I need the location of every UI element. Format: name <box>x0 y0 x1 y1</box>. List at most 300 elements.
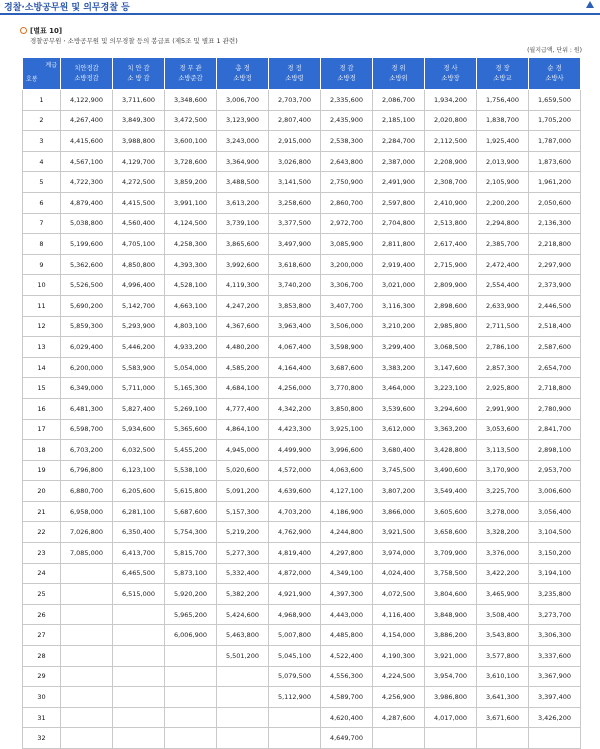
salary-cell <box>61 707 113 728</box>
step-cell: 27 <box>23 625 61 646</box>
table-row <box>23 337 581 358</box>
salary-cell: 3,745,500 <box>373 460 425 481</box>
salary-cell: 5,859,300 <box>61 316 113 337</box>
salary-cell: 3,428,800 <box>425 440 477 461</box>
step-cell: 26 <box>23 604 61 625</box>
salary-cell: 3,147,600 <box>425 357 477 378</box>
salary-cell: 4,443,000 <box>321 604 373 625</box>
salary-cell: 3,235,800 <box>529 584 581 605</box>
salary-cell: 3,728,600 <box>165 151 217 172</box>
salary-cell: 3,068,500 <box>425 337 477 358</box>
salary-cell: 3,348,600 <box>165 90 217 111</box>
salary-cell: 5,463,800 <box>217 625 269 646</box>
table-row <box>23 151 581 172</box>
salary-cell: 2,112,500 <box>425 131 477 152</box>
salary-cell: 5,920,200 <box>165 584 217 605</box>
salary-cell: 2,297,900 <box>529 254 581 275</box>
salary-cell <box>165 728 217 749</box>
salary-cell: 3,921,500 <box>373 522 425 543</box>
salary-cell <box>217 666 269 687</box>
table-row <box>23 543 581 564</box>
salary-cell: 3,612,000 <box>373 419 425 440</box>
salary-cell: 6,349,000 <box>61 378 113 399</box>
salary-cell <box>269 728 321 749</box>
salary-cell: 4,244,800 <box>321 522 373 543</box>
step-cell: 24 <box>23 563 61 584</box>
column-header <box>269 58 321 90</box>
salary-cell: 3,294,600 <box>425 398 477 419</box>
salary-cell: 1,756,400 <box>477 90 529 111</box>
salary-cell: 3,278,000 <box>477 501 529 522</box>
salary-cell: 5,538,100 <box>165 460 217 481</box>
salary-cell: 4,297,800 <box>321 543 373 564</box>
salary-cell: 2,617,400 <box>425 234 477 255</box>
salary-cell: 3,407,700 <box>321 295 373 316</box>
salary-cell: 4,349,100 <box>321 563 373 584</box>
page-title: 경찰·소방공무원 및 의무경찰 등 <box>4 3 130 13</box>
salary-cell: 3,328,200 <box>477 522 529 543</box>
salary-cell: 3,658,600 <box>425 522 477 543</box>
salary-cell: 3,464,000 <box>373 378 425 399</box>
salary-cell: 4,247,200 <box>217 295 269 316</box>
salary-cell: 3,687,600 <box>321 357 373 378</box>
salary-cell: 4,480,200 <box>217 337 269 358</box>
salary-cell: 4,367,600 <box>217 316 269 337</box>
salary-cell: 4,256,900 <box>373 687 425 708</box>
table-row <box>23 398 581 419</box>
salary-cell: 3,383,200 <box>373 357 425 378</box>
salary-cell: 3,543,800 <box>477 625 529 646</box>
salary-cell: 3,490,600 <box>425 460 477 481</box>
column-header <box>165 58 217 90</box>
salary-cell: 4,684,100 <box>217 378 269 399</box>
step-cell: 1 <box>23 90 61 111</box>
salary-cell: 3,848,900 <box>425 604 477 625</box>
table-row <box>23 666 581 687</box>
salary-cell: 3,739,100 <box>217 213 269 234</box>
step-cell: 11 <box>23 295 61 316</box>
salary-cell: 2,446,500 <box>529 295 581 316</box>
salary-cell: 3,711,600 <box>113 90 165 111</box>
salary-cell <box>61 646 113 667</box>
salary-cell: 3,605,600 <box>425 501 477 522</box>
salary-cell: 5,365,600 <box>165 419 217 440</box>
step-cell: 32 <box>23 728 61 749</box>
salary-cell: 2,991,900 <box>477 398 529 419</box>
salary-cell: 5,526,500 <box>61 275 113 296</box>
table-row <box>23 563 581 584</box>
step-cell: 4 <box>23 151 61 172</box>
salary-cell: 4,190,300 <box>373 646 425 667</box>
salary-cell: 4,122,900 <box>61 90 113 111</box>
column-header <box>529 58 581 90</box>
table-row <box>23 584 581 605</box>
salary-cell: 4,722,300 <box>61 172 113 193</box>
corner-cell <box>23 58 61 90</box>
step-cell: 9 <box>23 254 61 275</box>
column-header-rank: 경 위 <box>391 64 406 72</box>
salary-cell: 4,154,000 <box>373 625 425 646</box>
salary-cell: 2,335,600 <box>321 90 373 111</box>
salary-cell: 2,704,800 <box>373 213 425 234</box>
step-cell: 8 <box>23 234 61 255</box>
salary-cell: 6,413,700 <box>113 543 165 564</box>
salary-cell: 2,013,900 <box>477 151 529 172</box>
salary-cell: 2,385,700 <box>477 234 529 255</box>
salary-cell: 2,925,800 <box>477 378 529 399</box>
salary-cell: 3,367,900 <box>529 666 581 687</box>
salary-cell <box>217 687 269 708</box>
salary-cell: 4,762,900 <box>269 522 321 543</box>
salary-cell: 3,680,400 <box>373 440 425 461</box>
salary-cell: 4,620,400 <box>321 707 373 728</box>
column-header-fire-rank: 소방정 <box>233 74 252 82</box>
salary-cell: 4,968,900 <box>269 604 321 625</box>
salary-cell: 2,294,800 <box>477 213 529 234</box>
table-row <box>23 254 581 275</box>
salary-cell <box>217 728 269 749</box>
salary-cell: 3,194,100 <box>529 563 581 584</box>
salary-cell <box>477 728 529 749</box>
table-row <box>23 131 581 152</box>
salary-cell: 6,205,600 <box>113 481 165 502</box>
salary-cell: 5,934,600 <box>113 419 165 440</box>
table-row <box>23 90 581 111</box>
salary-cell <box>113 707 165 728</box>
salary-cell: 3,123,900 <box>217 110 269 131</box>
column-header-fire-rank: 소방장 <box>441 74 460 82</box>
salary-cell: 4,528,100 <box>165 275 217 296</box>
salary-cell: 3,770,800 <box>321 378 373 399</box>
salary-cell: 4,777,400 <box>217 398 269 419</box>
salary-cell: 5,277,300 <box>217 543 269 564</box>
salary-cell: 3,963,400 <box>269 316 321 337</box>
column-header-fire-rank: 소방사 <box>545 74 564 82</box>
step-cell: 14 <box>23 357 61 378</box>
step-cell: 10 <box>23 275 61 296</box>
salary-cell: 3,988,800 <box>113 131 165 152</box>
salary-cell: 4,119,300 <box>217 275 269 296</box>
salary-cell: 4,819,400 <box>269 543 321 564</box>
salary-cell: 3,600,100 <box>165 131 217 152</box>
salary-cell: 5,873,100 <box>165 563 217 584</box>
salary-cell: 4,705,100 <box>113 234 165 255</box>
step-cell: 30 <box>23 687 61 708</box>
salary-cell: 4,127,100 <box>321 481 373 502</box>
salary-cell: 5,157,300 <box>217 501 269 522</box>
salary-cell: 6,880,700 <box>61 481 113 502</box>
salary-cell: 2,538,300 <box>321 131 373 152</box>
salary-cell: 2,387,000 <box>373 151 425 172</box>
step-cell: 13 <box>23 337 61 358</box>
column-header-fire-rank: 소방위 <box>389 74 408 82</box>
salary-cell: 3,150,200 <box>529 543 581 564</box>
salary-cell: 3,377,500 <box>269 213 321 234</box>
salary-cell: 2,915,000 <box>269 131 321 152</box>
salary-cell: 4,589,700 <box>321 687 373 708</box>
salary-cell: 2,807,400 <box>269 110 321 131</box>
step-cell: 5 <box>23 172 61 193</box>
salary-cell: 3,006,700 <box>217 90 269 111</box>
salary-cell: 3,141,500 <box>269 172 321 193</box>
table-row <box>23 275 581 296</box>
salary-cell: 4,267,400 <box>61 110 113 131</box>
salary-cell: 3,991,100 <box>165 192 217 213</box>
table-body <box>23 90 581 749</box>
salary-cell: 5,165,300 <box>165 378 217 399</box>
salary-cell: 3,426,200 <box>529 707 581 728</box>
salary-cell: 3,992,600 <box>217 254 269 275</box>
salary-cell: 5,827,400 <box>113 398 165 419</box>
salary-cell: 4,921,900 <box>269 584 321 605</box>
salary-cell: 2,953,700 <box>529 460 581 481</box>
salary-cell: 4,397,300 <box>321 584 373 605</box>
salary-cell: 2,786,100 <box>477 337 529 358</box>
salary-cell: 2,086,700 <box>373 90 425 111</box>
table-row <box>23 625 581 646</box>
table-row <box>23 419 581 440</box>
salary-cell: 3,299,400 <box>373 337 425 358</box>
salary-cell: 2,435,900 <box>321 110 373 131</box>
column-header-rank: 순 경 <box>547 64 562 72</box>
salary-cell: 4,067,400 <box>269 337 321 358</box>
salary-cell: 4,560,400 <box>113 213 165 234</box>
salary-cell: 2,513,800 <box>425 213 477 234</box>
salary-cell: 6,350,400 <box>113 522 165 543</box>
salary-cell: 6,465,500 <box>113 563 165 584</box>
salary-cell: 6,796,800 <box>61 460 113 481</box>
salary-cell <box>113 687 165 708</box>
salary-cell: 4,224,500 <box>373 666 425 687</box>
salary-cell: 4,415,500 <box>113 192 165 213</box>
column-header-fire-rank: 소방령 <box>285 74 304 82</box>
salary-cell: 3,618,600 <box>269 254 321 275</box>
salary-cell: 4,872,000 <box>269 563 321 584</box>
salary-cell: 3,866,000 <box>373 501 425 522</box>
salary-cell: 5,045,100 <box>269 646 321 667</box>
salary-cell <box>61 687 113 708</box>
salary-cell: 3,210,200 <box>373 316 425 337</box>
salary-cell: 3,337,600 <box>529 646 581 667</box>
column-header <box>425 58 477 90</box>
salary-cell: 3,170,900 <box>477 460 529 481</box>
step-cell: 18 <box>23 440 61 461</box>
salary-cell: 3,709,900 <box>425 543 477 564</box>
salary-cell <box>269 707 321 728</box>
salary-cell: 3,865,600 <box>217 234 269 255</box>
step-cell: 21 <box>23 501 61 522</box>
salary-cell: 4,116,400 <box>373 604 425 625</box>
salary-cell: 2,554,400 <box>477 275 529 296</box>
salary-cell: 3,306,300 <box>529 625 581 646</box>
table-header-row <box>23 58 581 90</box>
salary-cell: 2,518,400 <box>529 316 581 337</box>
salary-cell: 4,499,900 <box>269 440 321 461</box>
salary-cell: 5,112,900 <box>269 687 321 708</box>
salary-cell: 3,986,800 <box>425 687 477 708</box>
salary-cell: 4,703,200 <box>269 501 321 522</box>
salary-cell: 5,501,200 <box>217 646 269 667</box>
salary-cell: 5,583,900 <box>113 357 165 378</box>
column-header-rank: 경 무 관 <box>179 64 202 72</box>
salary-cell: 1,925,400 <box>477 131 529 152</box>
section-subtitle: 경찰공무원ㆍ소방공무원 및 의무경찰 등의 봉급표 (제5조 및 별표 1 관련) <box>30 37 238 45</box>
salary-cell: 5,038,800 <box>61 213 113 234</box>
column-header-fire-rank: 소방경 <box>337 74 356 82</box>
step-cell: 28 <box>23 646 61 667</box>
salary-cell: 5,091,200 <box>217 481 269 502</box>
salary-cell: 5,382,200 <box>217 584 269 605</box>
table-row <box>23 234 581 255</box>
salary-cell <box>425 728 477 749</box>
salary-cell: 3,397,400 <box>529 687 581 708</box>
step-cell: 6 <box>23 192 61 213</box>
salary-cell: 3,921,000 <box>425 646 477 667</box>
salary-cell: 3,506,000 <box>321 316 373 337</box>
salary-cell: 3,200,000 <box>321 254 373 275</box>
table-row <box>23 522 581 543</box>
salary-cell: 3,225,700 <box>477 481 529 502</box>
salary-cell: 6,006,900 <box>165 625 217 646</box>
column-header <box>321 58 373 90</box>
column-header-rank: 경 정 <box>287 64 302 72</box>
column-header-rank: 경 감 <box>339 64 354 72</box>
salary-cell: 6,703,200 <box>61 440 113 461</box>
salary-cell <box>113 728 165 749</box>
salary-cell: 5,815,700 <box>165 543 217 564</box>
column-header-rank: 경 사 <box>443 64 458 72</box>
salary-cell: 2,780,900 <box>529 398 581 419</box>
salary-cell: 2,373,900 <box>529 275 581 296</box>
salary-cell: 2,857,300 <box>477 357 529 378</box>
salary-cell: 3,549,400 <box>425 481 477 502</box>
salary-cell: 4,933,200 <box>165 337 217 358</box>
salary-cell: 5,615,800 <box>165 481 217 502</box>
salary-cell: 4,017,000 <box>425 707 477 728</box>
step-cell: 3 <box>23 131 61 152</box>
salary-cell: 3,488,500 <box>217 172 269 193</box>
salary-cell: 2,919,400 <box>373 254 425 275</box>
salary-cell: 2,587,600 <box>529 337 581 358</box>
salary-cell: 1,659,500 <box>529 90 581 111</box>
step-cell: 20 <box>23 481 61 502</box>
table-row <box>23 316 581 337</box>
salary-cell: 4,864,100 <box>217 419 269 440</box>
salary-cell: 2,811,800 <box>373 234 425 255</box>
salary-cell: 3,472,500 <box>165 110 217 131</box>
table-row <box>23 295 581 316</box>
step-cell: 12 <box>23 316 61 337</box>
salary-cell: 5,142,700 <box>113 295 165 316</box>
salary-cell: 4,272,500 <box>113 172 165 193</box>
salary-cell: 2,972,700 <box>321 213 373 234</box>
column-header <box>61 58 113 90</box>
column-header-rank: 경 장 <box>495 64 510 72</box>
salary-cell: 3,925,100 <box>321 419 373 440</box>
column-header-rank: 치 안 감 <box>127 64 150 72</box>
salary-cell: 3,804,600 <box>425 584 477 605</box>
salary-cell: 5,965,200 <box>165 604 217 625</box>
page-header <box>0 0 600 15</box>
salary-cell: 3,613,200 <box>217 192 269 213</box>
salary-cell: 3,258,600 <box>269 192 321 213</box>
salary-cell: 4,567,100 <box>61 151 113 172</box>
salary-cell <box>61 584 113 605</box>
salary-cell: 4,256,000 <box>269 378 321 399</box>
salary-cell: 3,306,700 <box>321 275 373 296</box>
salary-cell: 5,079,500 <box>269 666 321 687</box>
salary-cell: 1,787,000 <box>529 131 581 152</box>
salary-cell: 3,974,000 <box>373 543 425 564</box>
salary-cell <box>61 625 113 646</box>
salary-cell: 2,841,700 <box>529 419 581 440</box>
column-header <box>217 58 269 90</box>
salary-cell: 1,934,200 <box>425 90 477 111</box>
column-header-fire-rank: 소 방 감 <box>127 74 150 82</box>
salary-cell: 3,053,600 <box>477 419 529 440</box>
table-row <box>23 440 581 461</box>
salary-cell <box>113 604 165 625</box>
salary-cell <box>217 707 269 728</box>
salary-cell: 1,961,200 <box>529 172 581 193</box>
scroll-top-icon[interactable] <box>586 1 594 8</box>
step-cell: 25 <box>23 584 61 605</box>
column-header-fire-rank: 소방교 <box>493 74 512 82</box>
salary-cell: 2,218,800 <box>529 234 581 255</box>
salary-cell <box>113 666 165 687</box>
column-header <box>477 58 529 90</box>
salary-cell <box>165 666 217 687</box>
salary-cell: 3,577,800 <box>477 646 529 667</box>
column-header-fire-rank: 소방정감 <box>74 74 99 82</box>
salary-cell: 4,556,300 <box>321 666 373 687</box>
salary-cell: 2,985,800 <box>425 316 477 337</box>
table-row <box>23 481 581 502</box>
salary-cell: 2,643,800 <box>321 151 373 172</box>
salary-cell: 4,585,200 <box>217 357 269 378</box>
salary-cell <box>113 646 165 667</box>
salary-cell: 3,859,200 <box>165 172 217 193</box>
salary-cell: 2,105,900 <box>477 172 529 193</box>
salary-cell: 2,472,400 <box>477 254 529 275</box>
salary-cell: 3,026,800 <box>269 151 321 172</box>
salary-cell: 2,136,300 <box>529 213 581 234</box>
salary-cell: 3,539,600 <box>373 398 425 419</box>
salary-cell: 4,485,800 <box>321 625 373 646</box>
table-row <box>23 192 581 213</box>
table-row <box>23 687 581 708</box>
salary-cell: 2,200,200 <box>477 192 529 213</box>
step-cell: 22 <box>23 522 61 543</box>
salary-cell: 4,649,700 <box>321 728 373 749</box>
salary-cell: 5,199,600 <box>61 234 113 255</box>
salary-cell: 4,063,600 <box>321 460 373 481</box>
salary-cell: 2,020,800 <box>425 110 477 131</box>
salary-cell: 2,718,800 <box>529 378 581 399</box>
table-row <box>23 110 581 131</box>
salary-cell: 3,116,300 <box>373 295 425 316</box>
salary-cell: 3,006,600 <box>529 481 581 502</box>
salary-cell: 4,072,500 <box>373 584 425 605</box>
salary-cell: 4,287,600 <box>373 707 425 728</box>
step-cell: 19 <box>23 460 61 481</box>
salary-cell: 3,363,200 <box>425 419 477 440</box>
salary-cell: 1,873,600 <box>529 151 581 172</box>
salary-cell: 2,491,900 <box>373 172 425 193</box>
salary-cell: 5,754,300 <box>165 522 217 543</box>
salary-cell <box>373 728 425 749</box>
salary-cell: 3,243,000 <box>217 131 269 152</box>
